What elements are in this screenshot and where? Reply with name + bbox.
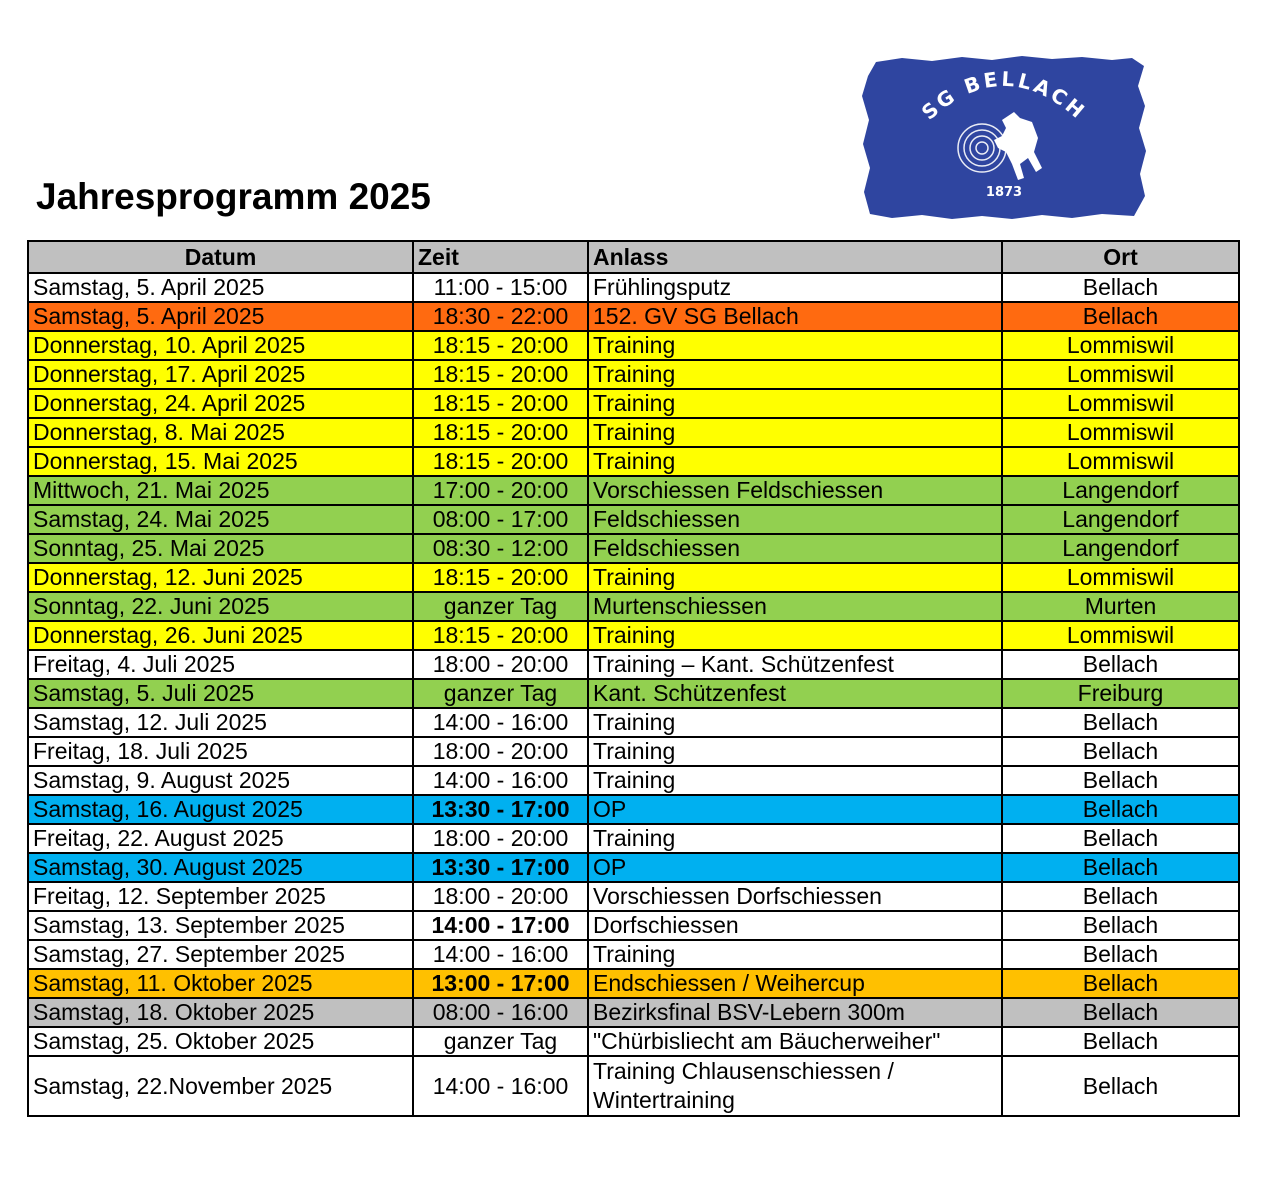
cell-ort: Langendorf bbox=[1002, 505, 1239, 534]
logo-year: 1873 bbox=[985, 185, 1023, 200]
cell-ort: Bellach bbox=[1002, 940, 1239, 969]
cell-ort: Freiburg bbox=[1002, 679, 1239, 708]
cell-ort: Bellach bbox=[1002, 302, 1239, 331]
cell-ort: Bellach bbox=[1002, 1056, 1239, 1116]
cell-zeit: 13:30 - 17:00 bbox=[413, 853, 588, 882]
page-title: Jahresprogramm 2025 bbox=[36, 176, 431, 217]
cell-anlass: Frühlingsputz bbox=[588, 273, 1002, 302]
cell-ort: Lommiswil bbox=[1002, 418, 1239, 447]
cell-datum: Donnerstag, 17. April 2025 bbox=[28, 360, 413, 389]
cell-datum: Donnerstag, 8. Mai 2025 bbox=[28, 418, 413, 447]
cell-anlass: Dorfschiessen bbox=[588, 911, 1002, 940]
cell-ort: Bellach bbox=[1002, 766, 1239, 795]
table-row bbox=[28, 418, 1239, 447]
cell-zeit: 14:00 - 17:00 bbox=[413, 911, 588, 940]
cell-anlass: Endschiessen / Weihercup bbox=[588, 969, 1002, 998]
cell-zeit: 13:00 - 17:00 bbox=[413, 969, 588, 998]
table-row bbox=[28, 679, 1239, 708]
cell-zeit: 17:00 - 20:00 bbox=[413, 476, 588, 505]
cell-datum: Samstag, 5. April 2025 bbox=[28, 273, 413, 302]
cell-datum: Samstag, 11. Oktober 2025 bbox=[28, 969, 413, 998]
cell-datum: Donnerstag, 26. Juni 2025 bbox=[28, 621, 413, 650]
cell-datum: Sonntag, 25. Mai 2025 bbox=[28, 534, 413, 563]
cell-zeit: 18:15 - 20:00 bbox=[413, 389, 588, 418]
cell-anlass: OP bbox=[588, 853, 1002, 882]
table-row bbox=[28, 998, 1239, 1027]
table-row bbox=[28, 737, 1239, 766]
cell-anlass: Training bbox=[588, 940, 1002, 969]
cell-anlass: Vorschiessen Dorfschiessen bbox=[588, 882, 1002, 911]
cell-anlass: Training Chlausenschiessen / Wintertraining bbox=[588, 1056, 1002, 1116]
cell-anlass: Bezirksfinal BSV-Lebern 300m bbox=[588, 998, 1002, 1027]
cell-datum: Freitag, 4. Juli 2025 bbox=[28, 650, 413, 679]
club-logo bbox=[862, 56, 1146, 220]
cell-ort: Langendorf bbox=[1002, 476, 1239, 505]
cell-zeit: 11:00 - 15:00 bbox=[413, 273, 588, 302]
cell-anlass: Training bbox=[588, 737, 1002, 766]
cell-ort: Langendorf bbox=[1002, 534, 1239, 563]
table-header-row bbox=[28, 241, 1239, 273]
cell-datum: Donnerstag, 15. Mai 2025 bbox=[28, 447, 413, 476]
cell-datum: Freitag, 22. August 2025 bbox=[28, 824, 413, 853]
cell-ort: Bellach bbox=[1002, 969, 1239, 998]
header-ort: Ort bbox=[1002, 241, 1239, 273]
cell-zeit: 18:00 - 20:00 bbox=[413, 882, 588, 911]
table-row bbox=[28, 795, 1239, 824]
table-row bbox=[28, 824, 1239, 853]
table-row bbox=[28, 969, 1239, 998]
cell-zeit: 18:00 - 20:00 bbox=[413, 650, 588, 679]
cell-anlass: Training bbox=[588, 766, 1002, 795]
table-row bbox=[28, 273, 1239, 302]
cell-ort: Bellach bbox=[1002, 853, 1239, 882]
table-row bbox=[28, 853, 1239, 882]
table-row bbox=[28, 360, 1239, 389]
cell-anlass: Feldschiessen bbox=[588, 534, 1002, 563]
cell-ort: Lommiswil bbox=[1002, 563, 1239, 592]
cell-zeit: 14:00 - 16:00 bbox=[413, 766, 588, 795]
table-row bbox=[28, 1056, 1239, 1116]
cell-zeit: 14:00 - 16:00 bbox=[413, 940, 588, 969]
cell-datum: Samstag, 5. April 2025 bbox=[28, 302, 413, 331]
cell-ort: Lommiswil bbox=[1002, 389, 1239, 418]
table-row bbox=[28, 708, 1239, 737]
cell-datum: Samstag, 18. Oktober 2025 bbox=[28, 998, 413, 1027]
cell-anlass: Training – Kant. Schützenfest bbox=[588, 650, 1002, 679]
cell-datum: Samstag, 25. Oktober 2025 bbox=[28, 1027, 413, 1056]
cell-anlass: Training bbox=[588, 824, 1002, 853]
header-datum: Datum bbox=[28, 241, 413, 273]
cell-ort: Bellach bbox=[1002, 795, 1239, 824]
cell-datum: Samstag, 27. September 2025 bbox=[28, 940, 413, 969]
table-row bbox=[28, 940, 1239, 969]
cell-datum: Sonntag, 22. Juni 2025 bbox=[28, 592, 413, 621]
table-row bbox=[28, 882, 1239, 911]
cell-zeit: ganzer Tag bbox=[413, 679, 588, 708]
cell-anlass: OP bbox=[588, 795, 1002, 824]
cell-anlass: Training bbox=[588, 418, 1002, 447]
cell-zeit: 08:30 - 12:00 bbox=[413, 534, 588, 563]
table-row bbox=[28, 911, 1239, 940]
table-row bbox=[28, 1027, 1239, 1056]
cell-datum: Samstag, 9. August 2025 bbox=[28, 766, 413, 795]
cell-zeit: 18:15 - 20:00 bbox=[413, 563, 588, 592]
cell-anlass: Training bbox=[588, 708, 1002, 737]
cell-anlass: "Chürbisliecht am Bäucherweiher" bbox=[588, 1027, 1002, 1056]
cell-ort: Bellach bbox=[1002, 708, 1239, 737]
cell-zeit: 08:00 - 17:00 bbox=[413, 505, 588, 534]
cell-zeit: 13:30 - 17:00 bbox=[413, 795, 588, 824]
table-row bbox=[28, 505, 1239, 534]
cell-ort: Bellach bbox=[1002, 650, 1239, 679]
cell-ort: Bellach bbox=[1002, 273, 1239, 302]
cell-datum: Donnerstag, 10. April 2025 bbox=[28, 331, 413, 360]
cell-zeit: 18:00 - 20:00 bbox=[413, 737, 588, 766]
cell-anlass: Training bbox=[588, 360, 1002, 389]
cell-anlass: Training bbox=[588, 447, 1002, 476]
table-row bbox=[28, 447, 1239, 476]
cell-zeit: 18:30 - 22:00 bbox=[413, 302, 588, 331]
cell-ort: Lommiswil bbox=[1002, 331, 1239, 360]
cell-ort: Lommiswil bbox=[1002, 447, 1239, 476]
cell-ort: Bellach bbox=[1002, 824, 1239, 853]
table-row bbox=[28, 650, 1239, 679]
cell-ort: Bellach bbox=[1002, 998, 1239, 1027]
cell-ort: Lommiswil bbox=[1002, 621, 1239, 650]
cell-anlass: 152. GV SG Bellach bbox=[588, 302, 1002, 331]
cell-datum: Samstag, 13. September 2025 bbox=[28, 911, 413, 940]
cell-ort: Lommiswil bbox=[1002, 360, 1239, 389]
table-row bbox=[28, 302, 1239, 331]
cell-zeit: 18:15 - 20:00 bbox=[413, 360, 588, 389]
header-anlass: Anlass bbox=[588, 241, 1002, 273]
cell-zeit: 18:15 - 20:00 bbox=[413, 621, 588, 650]
table-row bbox=[28, 592, 1239, 621]
table-row bbox=[28, 534, 1239, 563]
cell-datum: Donnerstag, 12. Juni 2025 bbox=[28, 563, 413, 592]
cell-zeit: ganzer Tag bbox=[413, 592, 588, 621]
cell-datum: Freitag, 18. Juli 2025 bbox=[28, 737, 413, 766]
cell-zeit: 08:00 - 16:00 bbox=[413, 998, 588, 1027]
cell-datum: Samstag, 24. Mai 2025 bbox=[28, 505, 413, 534]
cell-datum: Mittwoch, 21. Mai 2025 bbox=[28, 476, 413, 505]
table-row bbox=[28, 621, 1239, 650]
cell-datum: Samstag, 12. Juli 2025 bbox=[28, 708, 413, 737]
cell-ort: Bellach bbox=[1002, 1027, 1239, 1056]
cell-zeit: 18:15 - 20:00 bbox=[413, 447, 588, 476]
cell-datum: Samstag, 16. August 2025 bbox=[28, 795, 413, 824]
cell-datum: Freitag, 12. September 2025 bbox=[28, 882, 413, 911]
cell-anlass: Vorschiessen Feldschiessen bbox=[588, 476, 1002, 505]
cell-zeit: 14:00 - 16:00 bbox=[413, 708, 588, 737]
cell-datum: Samstag, 22.November 2025 bbox=[28, 1056, 413, 1116]
table-row bbox=[28, 766, 1239, 795]
table-row bbox=[28, 563, 1239, 592]
cell-anlass: Training bbox=[588, 389, 1002, 418]
table-row bbox=[28, 476, 1239, 505]
cell-anlass: Feldschiessen bbox=[588, 505, 1002, 534]
cell-anlass: Kant. Schützenfest bbox=[588, 679, 1002, 708]
cell-zeit: 18:15 - 20:00 bbox=[413, 331, 588, 360]
cell-anlass: Training bbox=[588, 563, 1002, 592]
cell-anlass: Training bbox=[588, 331, 1002, 360]
cell-datum: Donnerstag, 24. April 2025 bbox=[28, 389, 413, 418]
cell-zeit: 14:00 - 16:00 bbox=[413, 1056, 588, 1116]
cell-zeit: ganzer Tag bbox=[413, 1027, 588, 1056]
cell-ort: Bellach bbox=[1002, 911, 1239, 940]
cell-ort: Murten bbox=[1002, 592, 1239, 621]
cell-anlass: Murtenschiessen bbox=[588, 592, 1002, 621]
cell-ort: Bellach bbox=[1002, 737, 1239, 766]
table-row bbox=[28, 331, 1239, 360]
header-zeit: Zeit bbox=[413, 241, 588, 273]
schedule-table bbox=[27, 240, 1240, 1117]
cell-zeit: 18:00 - 20:00 bbox=[413, 824, 588, 853]
table-row bbox=[28, 389, 1239, 418]
cell-ort: Bellach bbox=[1002, 882, 1239, 911]
cell-datum: Samstag, 30. August 2025 bbox=[28, 853, 413, 882]
logo-text: SG BELLACH bbox=[916, 66, 1092, 125]
cell-zeit: 18:15 - 20:00 bbox=[413, 418, 588, 447]
cell-datum: Samstag, 5. Juli 2025 bbox=[28, 679, 413, 708]
cell-anlass: Training bbox=[588, 621, 1002, 650]
